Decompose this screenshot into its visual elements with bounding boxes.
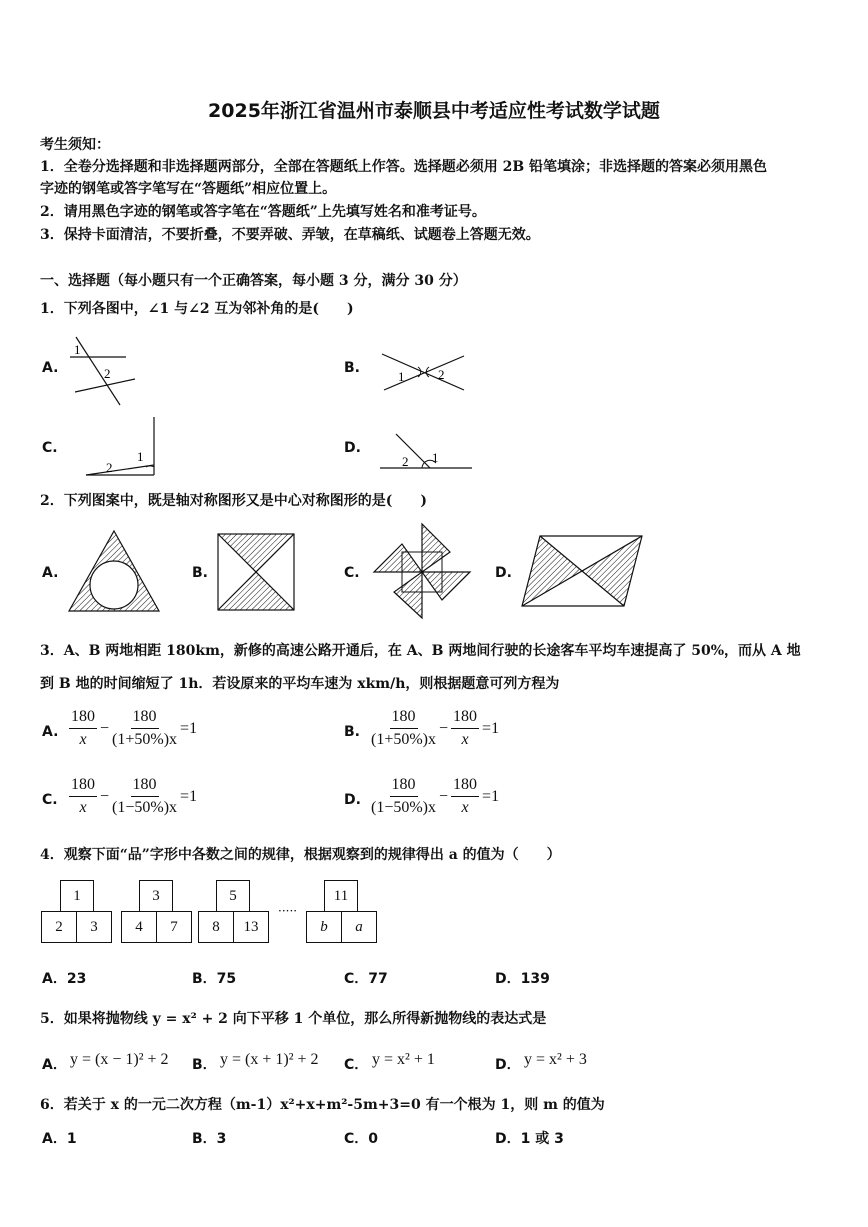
equals-one: =1 — [482, 787, 500, 805]
fraction — [69, 776, 97, 817]
pin-right-box: 3 — [76, 911, 112, 943]
fraction — [451, 708, 479, 749]
q2-figure-c — [372, 522, 472, 620]
q6-option-b: B．3 — [192, 1131, 227, 1147]
minus-sign: − — [439, 787, 449, 805]
minus-sign: − — [439, 719, 449, 737]
q4-option-a: A．23 — [42, 971, 87, 987]
q5-option-c-label: C． — [344, 1057, 369, 1073]
q3-option-a-label: A. — [42, 724, 59, 740]
q3-option-a-equation — [66, 708, 197, 749]
denominator: x — [79, 731, 87, 748]
q4-option-b: B．75 — [192, 971, 237, 987]
q3-option-c-equation — [66, 776, 197, 817]
pin-left-box: 8 — [198, 911, 234, 943]
q3-option-d-label: D. — [344, 792, 361, 808]
minus-sign: − — [100, 719, 110, 737]
pin-top-box: 11 — [324, 880, 358, 912]
q1-option-b-label: B. — [344, 360, 360, 376]
section-heading: 一、选择题（每小题只有一个正确答案，每小题 3 分，满分 30 分） — [40, 273, 467, 289]
question-3-stem-line1: 3．A、B 两地相距 180km，新修的高速公路开通后，在 A、B 两地间行驶的长途客车平均车速提高了 50%，而从 A 地 — [40, 643, 801, 659]
notice-line-1a: 1．全卷分选择题和非选择题两部分，全部在答题纸上作答。选择题必须用 2B 铅笔填涂；非选择题的答案必须用黑色 — [40, 159, 768, 175]
numerator: 180 — [131, 708, 159, 729]
angle-2-label: 2 — [438, 367, 445, 382]
q5-option-d-expression: y = x² + 3 — [524, 1051, 587, 1068]
question-6-stem: 6．若关于 x 的一元二次方程（m-1）x²+x+m²-5m+3=0 有一个根为 1，则 m 的值为 — [40, 1097, 605, 1113]
notice-line-3: 3．保持卡面清洁，不要折叠，不要弄破、弄皱，在草稿纸、试题卷上答题无效。 — [40, 227, 540, 243]
q3-option-b-equation — [368, 708, 499, 749]
question-1-stem: 1．下列各图中，∠1 与∠2 互为邻补角的是( ) — [40, 301, 354, 317]
notice-heading: 考生须知： — [40, 137, 110, 153]
q1-figure-b — [378, 350, 468, 395]
pin-top-box: 5 — [216, 880, 250, 912]
q5-option-b-expression: y = (x + 1)² + 2 — [220, 1051, 319, 1068]
numerator: 180 — [390, 776, 418, 797]
angle-2-label: 2 — [106, 460, 113, 475]
q2-figure-a — [66, 528, 162, 614]
denominator: x — [461, 799, 469, 816]
fraction — [69, 708, 97, 749]
page-title: 2025年浙江省温州市泰顺县中考适应性考试数学试题 — [208, 100, 660, 122]
pin-right-box: 7 — [156, 911, 192, 943]
angle-1-label: 1 — [432, 450, 439, 465]
denominator: (1+50%)x — [371, 731, 437, 748]
angle-1-label: 1 — [137, 449, 144, 464]
angle-2-label: 2 — [104, 366, 111, 381]
q2-option-c-label: C. — [344, 565, 360, 581]
pin-left-box: 4 — [121, 911, 157, 943]
equals-one: =1 — [482, 719, 500, 737]
denominator: x — [79, 799, 87, 816]
q2-figure-b — [216, 532, 296, 612]
fraction — [371, 776, 436, 817]
pin-right-box: 13 — [233, 911, 269, 943]
q1-option-c-label: C. — [42, 440, 58, 456]
numerator: 180 — [69, 776, 97, 797]
question-4-stem: 4．观察下面“品”字形中各数之间的规律，根据观察到的规律得出 a 的值为（ ） — [40, 847, 561, 863]
q5-option-b-label: B． — [192, 1057, 217, 1073]
numerator: 180 — [390, 708, 418, 729]
q6-option-a: A．1 — [42, 1131, 77, 1147]
q2-option-b-label: B. — [192, 565, 208, 581]
fraction — [371, 708, 436, 749]
denominator: (1+50%)x — [112, 731, 178, 748]
equals-one: =1 — [180, 787, 198, 805]
pin-right-box: a — [341, 911, 377, 943]
q5-option-d-label: D． — [495, 1057, 521, 1073]
q5-option-a-expression: y = (x − 1)² + 2 — [70, 1051, 169, 1068]
q6-option-d: D．1 或 3 — [495, 1131, 564, 1147]
minus-sign: − — [100, 787, 110, 805]
notice-line-1b: 字迹的钢笔或答字笔写在“答题纸”相应位置上。 — [40, 181, 337, 197]
question-2-stem: 2．下列图案中，既是轴对称图形又是中心对称图形的是( ) — [40, 493, 427, 509]
q2-option-d-label: D. — [495, 565, 512, 581]
notice-line-2: 2．请用黑色字迹的钢笔或答字笔在“答题纸”上先填写姓名和准考证号。 — [40, 204, 486, 220]
q5-option-a-label: A． — [42, 1057, 67, 1073]
numerator: 180 — [451, 776, 479, 797]
pin-top-box: 3 — [139, 880, 173, 912]
q3-option-c-label: C. — [42, 792, 58, 808]
numerator: 180 — [451, 708, 479, 729]
pin-left-box: 2 — [41, 911, 77, 943]
question-3-stem-line2: 到 B 地的时间缩短了 1h．若设原来的平均车速为 xkm/h，则根据题意可列方程为 — [40, 676, 560, 692]
q4-option-c: C．77 — [344, 971, 388, 987]
pin-left-box: b — [306, 911, 342, 943]
q2-figure-d — [518, 534, 646, 608]
q3-option-b-label: B. — [344, 724, 360, 740]
q5-option-c-expression: y = x² + 1 — [372, 1051, 435, 1068]
question-5-stem: 5．如果将抛物线 y = x² + 2 向下平移 1 个单位，那么所得新抛物线的表达式是 — [40, 1011, 547, 1027]
numerator: 180 — [69, 708, 97, 729]
fraction — [451, 776, 479, 817]
fraction — [112, 776, 177, 817]
angle-2-label: 2 — [402, 454, 409, 469]
q1-figure-c — [80, 415, 160, 480]
q1-option-a-label: A. — [42, 360, 59, 376]
q6-option-c: C．0 — [344, 1131, 379, 1147]
q2-option-a-label: A. — [42, 565, 59, 581]
angle-1-label: 1 — [74, 342, 81, 357]
q1-option-d-label: D. — [344, 440, 361, 456]
q1-figure-d — [378, 430, 478, 475]
pin-top-box: 1 — [60, 880, 94, 912]
q3-option-d-equation — [368, 776, 499, 817]
numerator: 180 — [131, 776, 159, 797]
q4-option-d: D．139 — [495, 971, 550, 987]
ellipsis: ····· — [278, 904, 298, 918]
angle-1-label: 1 — [398, 369, 405, 384]
equals-one: =1 — [180, 719, 198, 737]
q1-figure-a — [60, 335, 140, 410]
denominator: (1−50%)x — [371, 799, 437, 816]
fraction — [112, 708, 177, 749]
denominator: (1−50%)x — [112, 799, 178, 816]
denominator: x — [461, 731, 469, 748]
